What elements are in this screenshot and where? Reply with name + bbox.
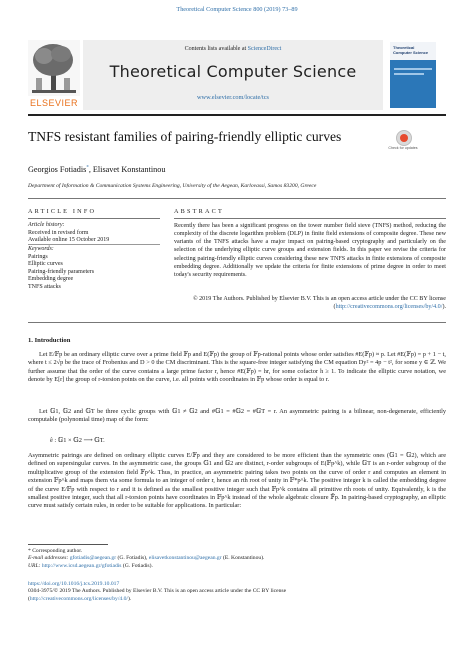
journal-citation[interactable]: Theoretical Computer Science 800 (2019) 73–89 bbox=[176, 6, 298, 13]
elsevier-wordmark: ELSEVIER bbox=[29, 98, 79, 108]
journal-cover-thumbnail[interactable] bbox=[390, 42, 436, 108]
cc-license-link[interactable]: http://creativecommons.org/licenses/by/4.0/ bbox=[335, 304, 443, 311]
homepage-link[interactable]: http://www.icsd.aegean.gr/gfotiadis bbox=[41, 562, 122, 569]
history-available: Available online 15 October 2019 bbox=[28, 237, 110, 244]
url-label: URL: bbox=[28, 562, 42, 569]
divider bbox=[28, 198, 446, 199]
copyright-text: © 2019 The Authors. Published by Elsevier B.V. This is an open access article under the CC BY license ( bbox=[192, 296, 446, 311]
author-name: Georgios Fotiadis bbox=[28, 165, 87, 174]
keyword: Pairings bbox=[28, 253, 48, 260]
author-name: , Elisavet Konstantinou bbox=[88, 165, 166, 174]
masthead-rule bbox=[28, 114, 446, 116]
email-label: E-mail addresses: bbox=[28, 555, 70, 562]
affiliation: Department of Information & Communication Systems Engineering, University of the Aegean, Karlovassi, Samos 83200, Greece bbox=[28, 183, 317, 189]
doi-block bbox=[28, 581, 446, 603]
paper-title: TNFS resistant families of pairing-friendly elliptic curves bbox=[28, 129, 342, 144]
journal-title: Theoretical Computer Science bbox=[109, 62, 357, 81]
url-owner: (G. Fotiadis). bbox=[121, 562, 153, 569]
check-updates-icon bbox=[396, 130, 412, 146]
elsevier-tree-logo bbox=[28, 40, 80, 106]
check-updates-label: Check for updates bbox=[388, 146, 418, 150]
contents-line bbox=[83, 46, 383, 52]
cover-stripe bbox=[394, 73, 424, 75]
article-info-heading: ARTICLE INFO bbox=[28, 208, 97, 215]
abstract-copyright bbox=[174, 295, 446, 311]
footnotes bbox=[28, 548, 446, 570]
license-close: ). bbox=[127, 595, 132, 602]
divider bbox=[28, 244, 160, 245]
keyword: Embedding degree bbox=[28, 276, 74, 283]
divider bbox=[28, 322, 446, 323]
keyword: Pairing-friendly parameters bbox=[28, 268, 95, 275]
article-history bbox=[28, 222, 160, 245]
check-for-updates-badge[interactable] bbox=[388, 130, 418, 158]
abstract-text: Recently there has been a significant progress on the tower number field sieve (TNFS) method, reducing the complexity of the discrete logarithm problem (DLP) in finite field extensions of composite degree. These new variants of the TNFS attacks have a major impact on pairing-based cryptography and particularly on the selection of the underlying elliptic curve groups and extension fields. In this paper we revise the criteria for selecting pairing-friendly elliptic curves considering these new TNFS attacks in finite extensions of composite embedding degree. Additionally we update the criteria for finite extensions of prime degree in order to meet today's security requirements. bbox=[174, 223, 446, 278]
email-link[interactable]: elisavetkonstantinou@aegean.gr bbox=[148, 555, 222, 562]
footnote-rule bbox=[28, 544, 108, 545]
contents-prefix: Contents lists available at bbox=[184, 46, 248, 52]
corresponding-note: * Corresponding author. bbox=[28, 548, 83, 554]
journal-masthead bbox=[28, 40, 446, 110]
keywords-label: Keywords: bbox=[28, 246, 54, 252]
cover-stripe bbox=[394, 68, 432, 70]
abstract-heading: ABSTRACT bbox=[174, 208, 224, 215]
cover-caption: Theoretical Computer Science bbox=[393, 45, 429, 55]
author-list bbox=[28, 165, 165, 174]
license-line bbox=[28, 596, 446, 603]
issn-line: 0304-3975/© 2019 The Authors. Published by Elsevier B.V. This is an open access article under the CC BY license bbox=[28, 588, 287, 595]
keyword: TNFS attacks bbox=[28, 283, 61, 290]
history-received: Received in revised form bbox=[28, 229, 89, 236]
body-paragraph: Let 𝔾1, 𝔾2 and 𝔾T be three cyclic groups with 𝔾1 ≠ 𝔾2 and #𝔾1 = #𝔾2 = #𝔾T = r. An asymmetric pairing is a bilinear, non-degenerate, efficiently computable (polynomial time) map of the form: bbox=[28, 408, 446, 424]
doi-link[interactable]: https://doi.org/10.1016/j.tcs.2019.10.017 bbox=[28, 581, 120, 587]
journal-url-link[interactable]: www.elsevier.com/locate/tcs bbox=[197, 94, 269, 101]
divider bbox=[28, 218, 160, 219]
email-owner: (E. Konstantinou). bbox=[221, 555, 265, 562]
keyword: Elliptic curves bbox=[28, 261, 63, 268]
license-open: ( bbox=[28, 595, 30, 602]
pairing-equation: ê : 𝔾1 × 𝔾2 ⟶ 𝔾T. bbox=[50, 437, 105, 444]
corresponding-author-mark[interactable]: * bbox=[86, 165, 89, 171]
email-link[interactable]: gfotiadis@aegean.gr bbox=[69, 555, 117, 562]
body-paragraph: Asymmetric pairings are defined on ordinary elliptic curves E/𝔽p and they are considered to be more efficient than the symmetric ones (𝔾1 = 𝔾2), which are defined on supersingular curves. In the asymmetric case, the groups 𝔾1 and 𝔾2 are distinct, r-order subgroups of E(𝔽p^k), while 𝔾T is an r-order subgroup of the multiplicative group of the extension field 𝔽p^k. Thus, in practice, an asymmetric pairing takes two points on the curve of order r and computes an element in extension 𝔽p^k and maps them via some formula to an integer of order r, hence an rth root of unity in 𝔽*p^k. The positive integer k is called the embedding degree of the curve E/𝔽p with respect to r and it is defined as the smallest positive integer such that 𝔽p^k contains all primitive rth roots of unity. Equivalently, k is the smallest positive integer, such that all r-torsion points have coordinates in 𝔽p^k instead of the whole algebraic closure 𝔽̄p. In pairing-based cryptography, an elliptic curve must satisfy certain rules, in order to be suitable for applications. In particular: bbox=[28, 452, 446, 510]
section-heading: 1. Introduction bbox=[28, 337, 71, 344]
divider bbox=[174, 218, 446, 219]
sciencedirect-link[interactable]: ScienceDirect bbox=[247, 46, 282, 52]
keywords-block bbox=[28, 246, 160, 292]
body-paragraph: Let E/𝔽p be an ordinary elliptic curve over a prime field 𝔽p and E(𝔽p) the group of 𝔽p-rational points whose order satisfies #E(𝔽p) ≈ p. Let #E(𝔽p) = p + 1 − t, where t ≤ 2√p be the trace of Frobenius and D > 0 the CM discriminant. This is the square-free integer satisfying the CM equation Dy² = 4p − t², for some y ∈ ℤ. We further assume that the order of the curve contains a large prime factor r, hence #E(𝔽p) = hr, for some cofactor h ≥ 1. To indicate the elliptic curve notation, we denote by E[r] the group of r-torsion points on the curve, i.e. all points with coordinates in 𝔽p whose order is equal to r. bbox=[28, 351, 446, 384]
history-label: Article history: bbox=[28, 222, 65, 228]
copyright-end: ). bbox=[442, 304, 446, 311]
email-line bbox=[28, 555, 446, 562]
url-line bbox=[28, 563, 446, 570]
email-owner: (G. Fotiadis), bbox=[116, 555, 149, 562]
license-link[interactable]: http://creativecommons.org/licenses/by/4.0/ bbox=[29, 595, 128, 602]
